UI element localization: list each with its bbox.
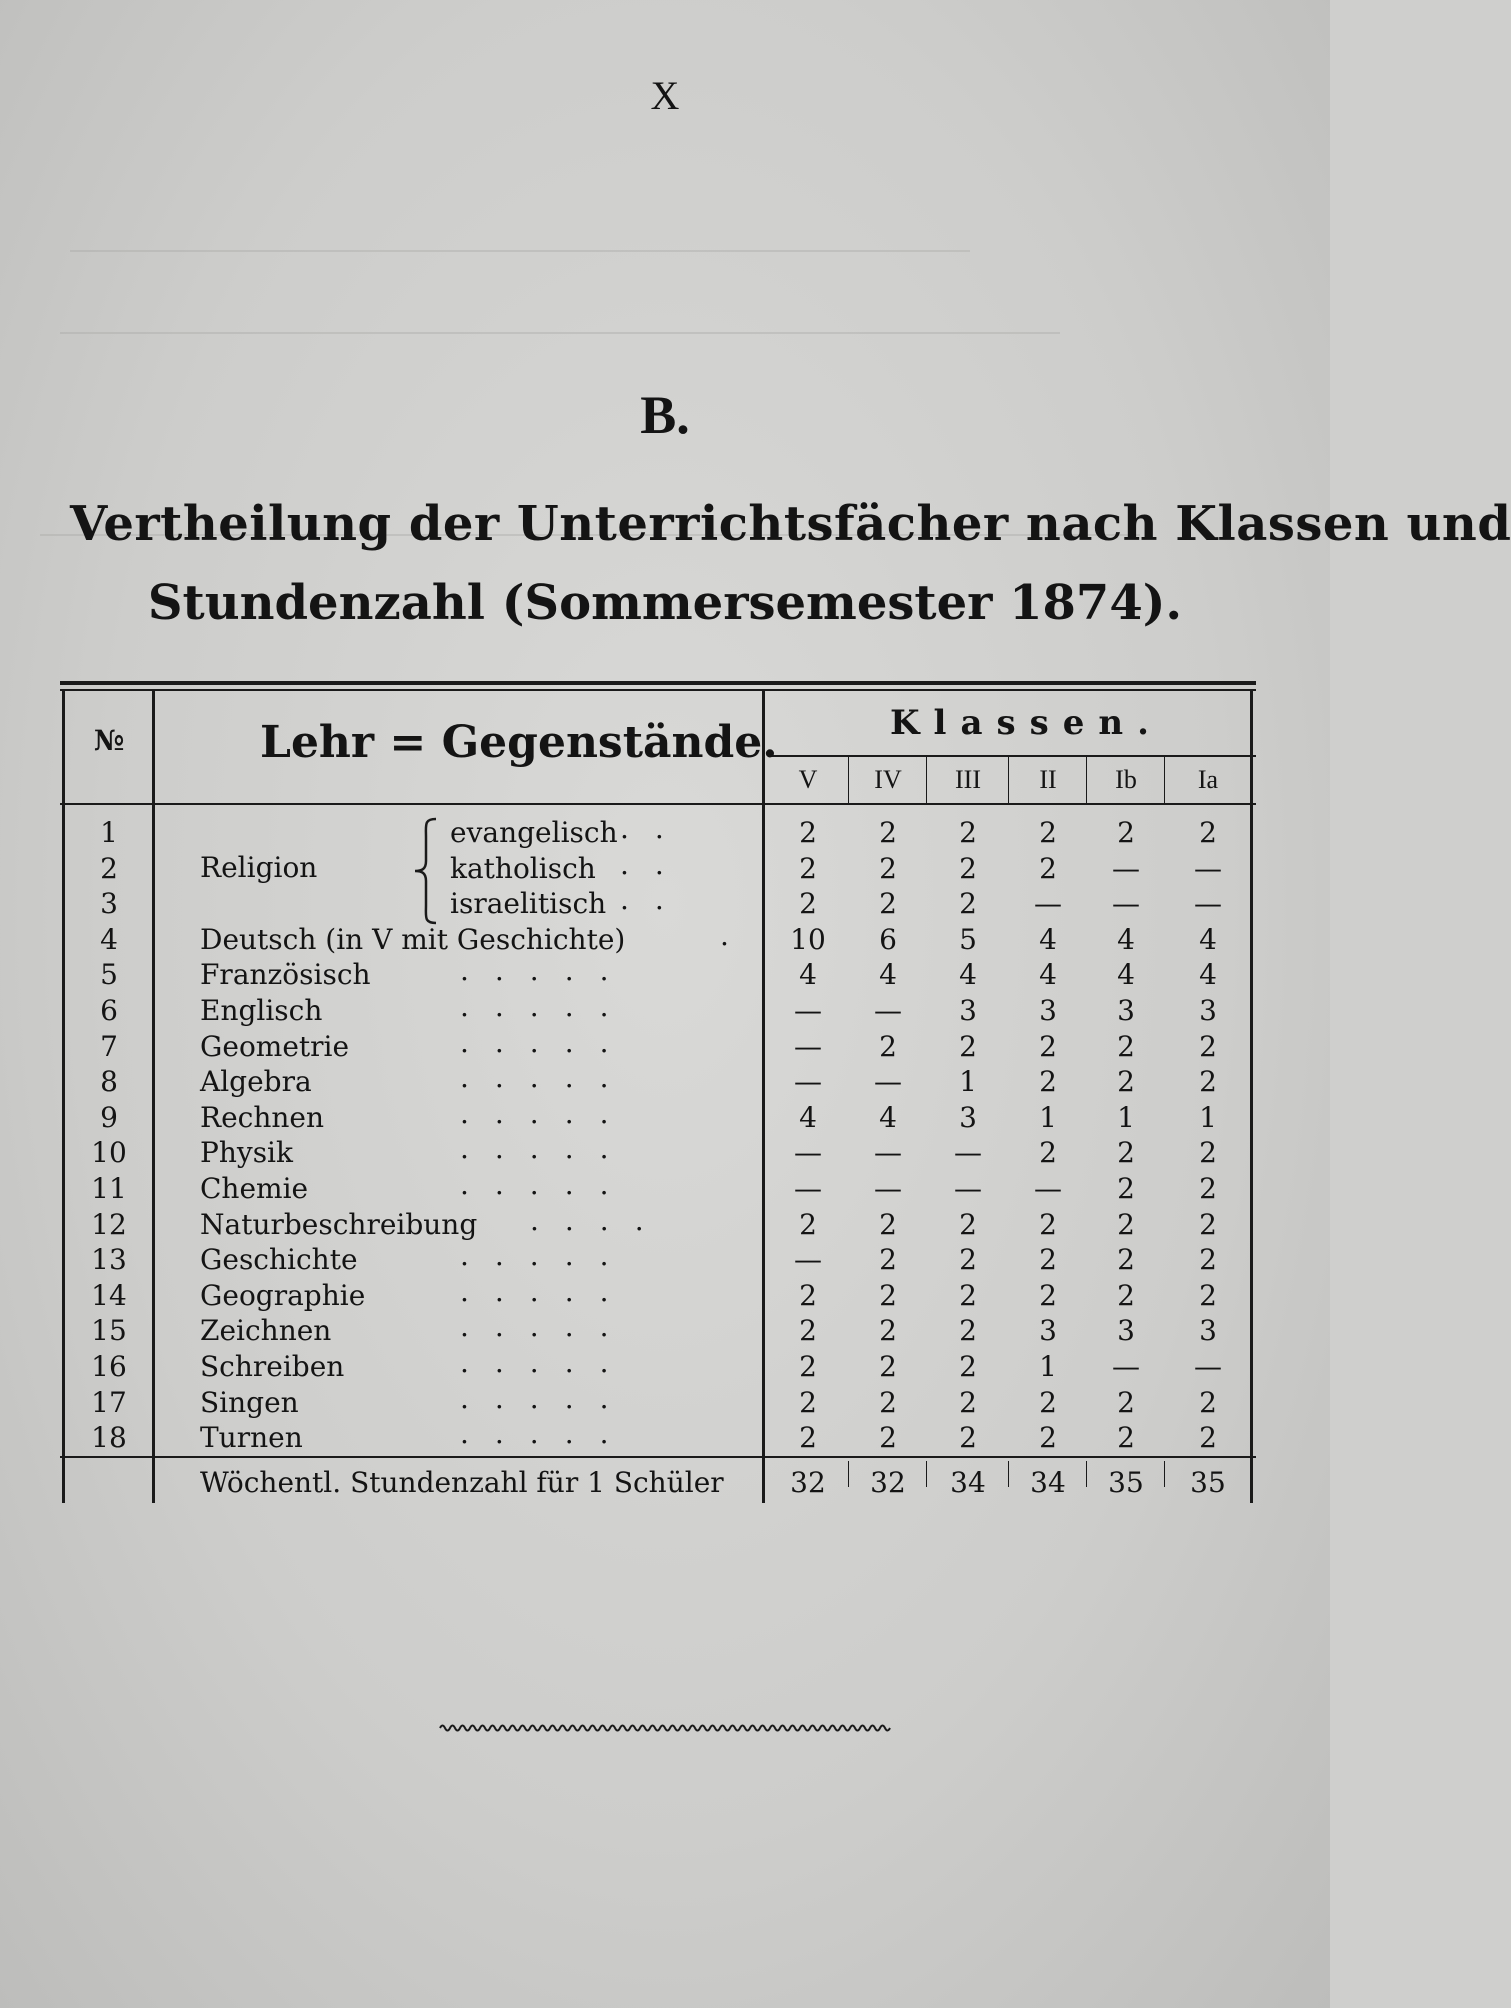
row-number: 5 <box>100 958 118 991</box>
hours-cell: 2 <box>879 1421 897 1454</box>
hours-cell: — <box>794 1030 822 1063</box>
leader-dots: ..... <box>460 1061 635 1094</box>
subject-name: Naturbeschreibung <box>200 1208 478 1241</box>
subject-name: Geographie <box>200 1279 366 1312</box>
subject-name: Schreiben <box>200 1350 345 1383</box>
hours-cell: 2 <box>1117 1208 1135 1241</box>
row-number: 13 <box>91 1243 127 1276</box>
row-number: 18 <box>91 1421 127 1454</box>
hours-cell: 3 <box>1199 1314 1217 1347</box>
hours-cell: 2 <box>1039 1243 1057 1276</box>
hours-cell: 1 <box>1039 1350 1057 1383</box>
religion-label: Religion <box>200 851 318 884</box>
hours-cell: 3 <box>1039 1314 1057 1347</box>
hours-cell: 2 <box>1117 1243 1135 1276</box>
row-number: 4 <box>100 923 118 956</box>
subject-name: katholisch <box>450 852 596 885</box>
row-number: 3 <box>100 887 118 920</box>
hours-cell: 2 <box>959 1030 977 1063</box>
klassen-divider <box>768 755 1256 757</box>
subject-name: evangelisch <box>450 816 618 849</box>
right-border <box>1250 691 1253 1503</box>
total-divider <box>1164 1461 1165 1487</box>
row-number: 12 <box>91 1208 127 1241</box>
hours-cell: — <box>874 1136 902 1169</box>
hours-cell: 2 <box>879 1279 897 1312</box>
total-hours-cell: 34 <box>950 1466 986 1499</box>
hours-cell: 2 <box>959 1208 977 1241</box>
total-divider <box>1008 1461 1009 1487</box>
hours-cell: — <box>1112 1350 1140 1383</box>
row-number: 15 <box>91 1314 127 1347</box>
hours-cell: 2 <box>1039 1421 1057 1454</box>
hours-cell: 3 <box>1039 994 1057 1027</box>
hours-cell: 2 <box>1117 1136 1135 1169</box>
leader-dots: .. <box>620 883 690 916</box>
classes-header: Klassen. <box>890 703 1163 743</box>
total-divider <box>848 1461 849 1487</box>
hours-cell: 3 <box>959 994 977 1027</box>
hours-cell: 2 <box>1117 1065 1135 1098</box>
hours-cell: 2 <box>879 816 897 849</box>
page-title-line-2: Stundenzahl (Sommersemester 1874). <box>147 575 1183 631</box>
hours-cell: — <box>794 1172 822 1205</box>
hours-cell: 3 <box>1117 994 1135 1027</box>
hours-cell: 1 <box>1117 1101 1135 1134</box>
subject-name: Chemie <box>200 1172 309 1205</box>
total-hours-cell: 32 <box>790 1466 826 1499</box>
hours-cell: — <box>1194 1350 1222 1383</box>
leader-dots: .... <box>530 1204 670 1237</box>
hours-cell: 4 <box>879 1101 897 1134</box>
leader-dots: ..... <box>460 1239 635 1272</box>
hours-cell: 2 <box>1199 1065 1217 1098</box>
total-hours-cell: 35 <box>1190 1466 1226 1499</box>
hours-cell: 2 <box>799 852 817 885</box>
hours-cell: 2 <box>879 1243 897 1276</box>
leader-dots: ..... <box>460 954 635 987</box>
hours-cell: 2 <box>1199 816 1217 849</box>
subject-column-divider <box>762 691 765 1503</box>
hours-cell: — <box>874 1065 902 1098</box>
leader-dots: ..... <box>460 1275 635 1308</box>
hours-cell: — <box>874 994 902 1027</box>
number-column-header: № <box>93 724 125 757</box>
header-bottom-rule <box>60 803 1256 805</box>
hours-cell: 2 <box>959 1314 977 1347</box>
hours-cell: 4 <box>799 958 817 991</box>
number-column-divider <box>152 691 155 1503</box>
hours-cell: 2 <box>799 1314 817 1347</box>
hours-cell: 2 <box>1117 816 1135 849</box>
leader-dots: ..... <box>460 1168 635 1201</box>
leader-dots: ..... <box>460 1382 635 1415</box>
class-divider <box>1164 757 1165 805</box>
hours-cell: — <box>1194 852 1222 885</box>
hours-cell: 2 <box>1039 1065 1057 1098</box>
hours-cell: — <box>794 1136 822 1169</box>
hours-cell: — <box>794 1243 822 1276</box>
hours-cell: 4 <box>1039 923 1057 956</box>
table-top-rule-thin <box>60 689 1256 691</box>
class-header-iv: IV <box>874 765 902 794</box>
hours-cell: — <box>1112 852 1140 885</box>
subject-name: Zeichnen <box>200 1314 332 1347</box>
hours-cell: 2 <box>1117 1421 1135 1454</box>
hours-cell: 2 <box>1039 1030 1057 1063</box>
class-header-ii: II <box>1039 765 1057 794</box>
class-header-ib: Ib <box>1115 765 1137 794</box>
hours-cell: 2 <box>799 1208 817 1241</box>
row-number: 7 <box>100 1030 118 1063</box>
class-header-v: V <box>798 765 818 794</box>
hours-cell: — <box>1034 887 1062 920</box>
subjects-column-header: Lehr = Gegenstände. <box>260 717 778 768</box>
subject-name: Deutsch (in V mit Geschichte) <box>200 923 626 956</box>
hours-cell: 4 <box>1199 923 1217 956</box>
subject-name: Englisch <box>200 994 323 1027</box>
subject-name: Physik <box>200 1136 293 1169</box>
subject-name: Algebra <box>200 1065 312 1098</box>
total-divider <box>1086 1461 1087 1487</box>
hours-cell: — <box>1034 1172 1062 1205</box>
hours-cell: 3 <box>1199 994 1217 1027</box>
schedule-table <box>60 681 1256 1501</box>
hours-cell: 4 <box>879 958 897 991</box>
total-separator-rule <box>60 1456 1256 1458</box>
hours-cell: 2 <box>879 852 897 885</box>
hours-cell: 2 <box>799 1350 817 1383</box>
subject-name: Singen <box>200 1386 299 1419</box>
page-title-line-1: Vertheilung der Unterrichtsfächer nach Klassen und <box>70 496 1511 552</box>
hours-cell: 4 <box>1117 958 1135 991</box>
subject-name: israelitisch <box>450 887 607 920</box>
leader-dots: ..... <box>460 1310 635 1343</box>
subject-name: Geometrie <box>200 1030 350 1063</box>
leader-dots: ..... <box>460 1346 635 1379</box>
hours-cell: — <box>1112 887 1140 920</box>
hours-cell: 1 <box>1199 1101 1217 1134</box>
hours-cell: 2 <box>1117 1386 1135 1419</box>
row-number: 10 <box>91 1136 127 1169</box>
total-label: Wöchentl. Stundenzahl für 1 Schüler <box>200 1466 724 1499</box>
hours-cell: 10 <box>790 923 826 956</box>
hours-cell: 2 <box>1199 1386 1217 1419</box>
subject-name: Turnen <box>200 1421 303 1454</box>
hours-cell: 2 <box>1117 1279 1135 1312</box>
hours-cell: 2 <box>959 1279 977 1312</box>
total-hours-cell: 32 <box>870 1466 906 1499</box>
row-number: 1 <box>100 816 118 849</box>
row-number: 9 <box>100 1101 118 1134</box>
hours-cell: 2 <box>879 887 897 920</box>
hours-cell: 3 <box>959 1101 977 1134</box>
row-number: 2 <box>100 852 118 885</box>
hours-cell: 2 <box>879 1314 897 1347</box>
row-number: 8 <box>100 1065 118 1098</box>
hours-cell: 2 <box>959 1386 977 1419</box>
leader-dots: ..... <box>460 1026 635 1059</box>
hours-cell: 2 <box>879 1386 897 1419</box>
hours-cell: 2 <box>1199 1136 1217 1169</box>
hours-cell: 4 <box>1117 923 1135 956</box>
hours-cell: — <box>1194 887 1222 920</box>
table-top-rule <box>60 681 1256 685</box>
hours-cell: 4 <box>1199 958 1217 991</box>
hours-cell: 4 <box>1039 958 1057 991</box>
hours-cell: 2 <box>1039 852 1057 885</box>
leader-dots: ..... <box>460 1417 635 1450</box>
class-divider <box>1086 757 1087 805</box>
hours-cell: 2 <box>799 887 817 920</box>
hours-cell: — <box>954 1172 982 1205</box>
total-hours-cell: 34 <box>1030 1466 1066 1499</box>
hours-cell: 2 <box>1199 1172 1217 1205</box>
leader-dots: . <box>720 919 755 952</box>
hours-cell: 1 <box>959 1065 977 1098</box>
row-number: 16 <box>91 1350 127 1383</box>
class-divider <box>848 757 849 805</box>
leader-dots: ..... <box>460 1097 635 1130</box>
row-number: 14 <box>91 1279 127 1312</box>
subject-name: Geschichte <box>200 1243 358 1276</box>
row-number: 6 <box>100 994 118 1027</box>
leader-dots: .. <box>620 848 690 881</box>
leader-dots: .. <box>620 812 690 845</box>
hours-cell: 5 <box>959 923 977 956</box>
hours-cell: 2 <box>1117 1172 1135 1205</box>
hours-cell: 4 <box>799 1101 817 1134</box>
class-divider <box>1008 757 1009 805</box>
class-divider <box>926 757 927 805</box>
hours-cell: — <box>794 994 822 1027</box>
leader-dots: ..... <box>460 990 635 1023</box>
subject-name: Französisch <box>200 958 371 991</box>
hours-cell: 2 <box>1039 1279 1057 1312</box>
hours-cell: 2 <box>1199 1279 1217 1312</box>
hours-cell: — <box>874 1172 902 1205</box>
hours-cell: 1 <box>1039 1101 1057 1134</box>
hours-cell: 2 <box>799 816 817 849</box>
row-number: 17 <box>91 1386 127 1419</box>
hours-cell: 2 <box>879 1350 897 1383</box>
total-hours-cell: 35 <box>1108 1466 1144 1499</box>
section-letter: B. <box>640 385 690 445</box>
hours-cell: 2 <box>959 1421 977 1454</box>
hours-cell: 2 <box>959 1350 977 1383</box>
hours-cell: 2 <box>959 887 977 920</box>
hours-cell: 3 <box>1117 1314 1135 1347</box>
hours-cell: — <box>794 1065 822 1098</box>
hours-cell: 2 <box>959 852 977 885</box>
decorative-rule <box>440 1721 890 1735</box>
leader-dots: ..... <box>460 1132 635 1165</box>
total-divider <box>926 1461 927 1487</box>
hours-cell: 2 <box>1039 816 1057 849</box>
religion-brace <box>412 817 440 925</box>
hours-cell: 2 <box>879 1030 897 1063</box>
hours-cell: 6 <box>879 923 897 956</box>
hours-cell: 2 <box>1117 1030 1135 1063</box>
hours-cell: 2 <box>799 1279 817 1312</box>
hours-cell: 2 <box>1039 1386 1057 1419</box>
class-header-ia: Ia <box>1197 765 1219 794</box>
hours-cell: 2 <box>879 1208 897 1241</box>
hours-cell: 2 <box>1199 1243 1217 1276</box>
left-border <box>62 691 65 1503</box>
hours-cell: 2 <box>1199 1421 1217 1454</box>
hours-cell: 2 <box>799 1421 817 1454</box>
hours-cell: 4 <box>959 958 977 991</box>
hours-cell: 2 <box>1199 1030 1217 1063</box>
subject-name: Rechnen <box>200 1101 325 1134</box>
hours-cell: 2 <box>959 1243 977 1276</box>
hours-cell: — <box>954 1136 982 1169</box>
page-number: X <box>650 73 680 118</box>
row-number: 11 <box>91 1172 127 1205</box>
hours-cell: 2 <box>959 816 977 849</box>
hours-cell: 2 <box>1039 1208 1057 1241</box>
hours-cell: 2 <box>1039 1136 1057 1169</box>
hours-cell: 2 <box>1199 1208 1217 1241</box>
hours-cell: 2 <box>799 1386 817 1419</box>
class-header-iii: III <box>955 765 981 794</box>
